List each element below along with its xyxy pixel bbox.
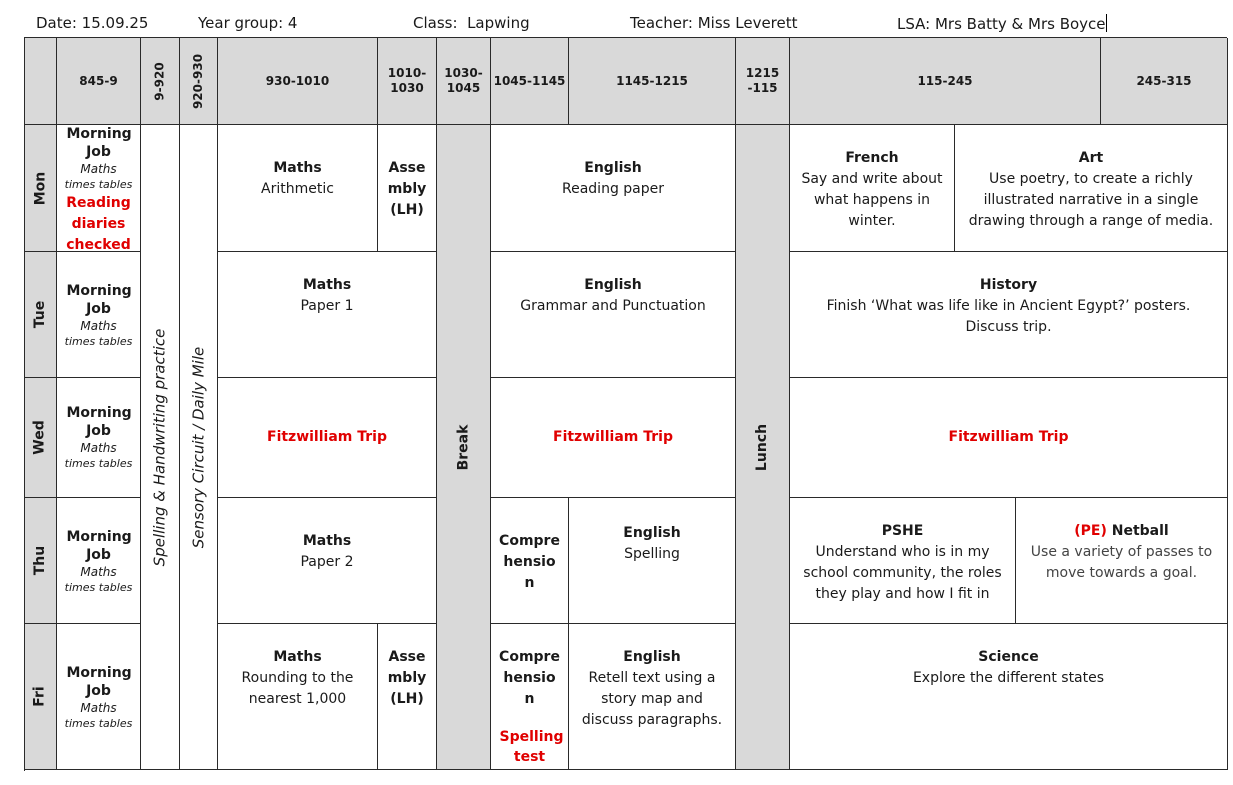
thu-english-detail: Spelling [624, 546, 680, 562]
time-1045-1145: 1045-1145 [491, 38, 569, 125]
year-group-label: Year group: 4 [198, 14, 298, 32]
morning-job-subject: Maths [80, 441, 117, 455]
morning-job-title: Morning Job [66, 126, 132, 160]
morning-job-detail: times tables [64, 457, 133, 470]
time-1145-1215: 1145-1215 [569, 38, 736, 125]
time-1010-1030 [378, 38, 437, 125]
break-label: Break [454, 424, 471, 470]
tue-history [790, 252, 1228, 378]
fri-maths-detail: Rounding to the nearest 1,000 [241, 670, 354, 707]
day-wed [25, 378, 57, 498]
fri-maths [218, 624, 378, 770]
fri-english-title: English [623, 649, 681, 665]
timetable [24, 37, 1227, 771]
morning-job-fri [57, 624, 141, 770]
day-fri-label: Fri [32, 686, 48, 707]
morning-job-detail: times tables [64, 581, 133, 594]
text-cursor [1106, 14, 1107, 32]
mon-art-detail: Use poetry, to create a richly illustrated narrative in a single drawing through a range of media. [968, 171, 1214, 229]
thu-comprehension [491, 498, 569, 624]
spelling-handwriting-label: Spelling & Handwriting practice [150, 328, 169, 566]
thu-pe-heading [1074, 521, 1168, 542]
time-920-930 [180, 38, 218, 125]
tue-maths-title: Maths [302, 277, 352, 293]
time-245-315: 245-315 [1101, 38, 1228, 125]
thu-english [569, 498, 736, 624]
sensory-circuit-label: Sensory Circuit / Daily Mile [189, 346, 207, 548]
day-wed-label: Wed [32, 420, 48, 455]
morning-job-title: Morning Job [66, 665, 132, 699]
fri-assembly [378, 624, 437, 770]
day-thu [25, 498, 57, 624]
thu-pshe-title: PSHE [881, 523, 924, 539]
day-fri [25, 624, 57, 770]
wed-trip-label: Fitzwilliam Trip [553, 429, 673, 445]
day-tue [25, 252, 57, 378]
day-thu-label: Thu [31, 545, 48, 576]
fri-comprehension-label: Comprehension [499, 649, 560, 707]
fri-assembly-label: Assembly (LH) [387, 649, 427, 707]
mon-assembly [378, 125, 437, 252]
time-9-920 [141, 38, 180, 125]
morning-job-subject: Maths [80, 162, 117, 176]
corner-cell [25, 38, 57, 125]
time-1030-1045-label: 1030-1045 [444, 66, 483, 95]
fri-maths-title: Maths [273, 649, 322, 665]
tue-english-detail: Grammar and Punctuation [520, 298, 706, 314]
morning-job-thu [57, 498, 141, 624]
class-label [413, 14, 530, 32]
fri-spelling-test: Spelling test [499, 729, 564, 765]
tue-history-detail: Finish ‘What was life like in Ancient Egypt?’ posters. [826, 298, 1191, 314]
wed-trip-label: Fitzwilliam Trip [948, 429, 1069, 445]
tue-maths-detail: Paper 1 [300, 298, 354, 314]
fri-science [790, 624, 1228, 770]
morning-job-detail: times tables [64, 178, 133, 191]
mon-maths-detail: Arithmetic [261, 181, 334, 197]
day-tue-label: Tue [31, 300, 48, 329]
morning-job-subject: Maths [80, 319, 117, 333]
time-1030-1045 [437, 38, 491, 125]
wed-trip-pm [790, 378, 1228, 498]
morning-job-mon [57, 125, 141, 252]
thu-maths-title: Maths [302, 533, 352, 549]
lsa-label[interactable] [897, 14, 1107, 33]
date-label: Date: 15.09.25 [36, 14, 149, 32]
time-930-1010: 930-1010 [218, 38, 378, 125]
morning-job-tue [57, 252, 141, 378]
thu-pe-netball [1016, 498, 1228, 624]
thu-maths [218, 498, 437, 624]
mon-maths-title: Maths [273, 160, 322, 176]
day-mon [25, 125, 57, 252]
teacher-label: Teacher: Miss Leverett [630, 14, 798, 32]
spelling-handwriting-band [141, 125, 180, 770]
break-band [437, 125, 491, 770]
time-9-920-label: 9-920 [152, 61, 167, 101]
time-1215-115 [736, 38, 790, 125]
time-1010-1030-label: 1010-1030 [387, 66, 427, 95]
morning-job-title: Morning Job [66, 405, 132, 439]
thu-comprehension-label: Comprehension [499, 533, 560, 591]
time-115-245: 115-245 [790, 38, 1101, 125]
fri-science-title: Science [978, 649, 1039, 665]
thu-pe-title: Netball [1111, 523, 1169, 539]
morning-job-title: Morning Job [66, 529, 132, 563]
mon-maths [218, 125, 378, 252]
lunch-band [736, 125, 790, 770]
time-845-9: 845-9 [57, 38, 141, 125]
mon-french [790, 125, 955, 252]
mon-french-detail: Say and write about what happens in winter. [801, 171, 943, 229]
morning-job-detail: times tables [64, 335, 133, 348]
tue-history-detail-2: Discuss trip. [965, 319, 1052, 335]
thu-english-title: English [623, 525, 681, 541]
mon-english-detail: Reading paper [562, 181, 664, 197]
reading-diaries-checked: Reading diaries checked [66, 195, 131, 252]
class-name: Lapwing [467, 14, 530, 32]
fri-science-detail: Explore the different states [912, 670, 1105, 686]
mon-art [955, 125, 1228, 252]
wed-trip-am [218, 378, 437, 498]
tue-history-title: History [979, 277, 1038, 293]
fri-comprehension [491, 624, 569, 770]
class-label-text: Class: [413, 14, 458, 32]
thu-pshe-detail: Understand who is in my school community, the roles they play and how I fit in [803, 544, 1002, 602]
tue-english [491, 252, 736, 378]
fri-english-detail: Retell text using a story map and discuss paragraphs. [581, 670, 723, 728]
tue-maths [218, 252, 437, 378]
lsa-text: LSA: Mrs Batty & Mrs Boyce [897, 15, 1106, 33]
morning-job-subject: Maths [80, 565, 117, 579]
mon-english-title: English [584, 160, 642, 176]
morning-job-detail: times tables [64, 717, 133, 730]
mon-art-title: Art [1078, 150, 1104, 166]
morning-job-title: Morning Job [66, 283, 132, 317]
morning-job-wed [57, 378, 141, 498]
mon-english [491, 125, 736, 252]
morning-job-subject: Maths [80, 701, 117, 715]
lunch-label: Lunch [754, 423, 770, 471]
time-920-930-label: 920-930 [191, 53, 206, 109]
day-mon-label: Mon [32, 171, 48, 205]
tue-english-title: English [584, 277, 642, 293]
mon-french-title: French [845, 150, 899, 166]
time-1215-115-label: 1215-115 [745, 66, 780, 95]
wed-trip-label: Fitzwilliam Trip [267, 429, 387, 445]
thu-maths-detail: Paper 2 [300, 554, 354, 570]
thu-pe-detail: Use a variety of passes to move towards a goal. [1030, 544, 1213, 581]
sensory-circuit-band [180, 125, 218, 770]
fri-english [569, 624, 736, 770]
pe-tag: (PE) [1074, 523, 1107, 539]
wed-trip-midday [491, 378, 736, 498]
thu-pshe [790, 498, 1016, 624]
mon-assembly-label: Assembly (LH) [387, 160, 427, 218]
